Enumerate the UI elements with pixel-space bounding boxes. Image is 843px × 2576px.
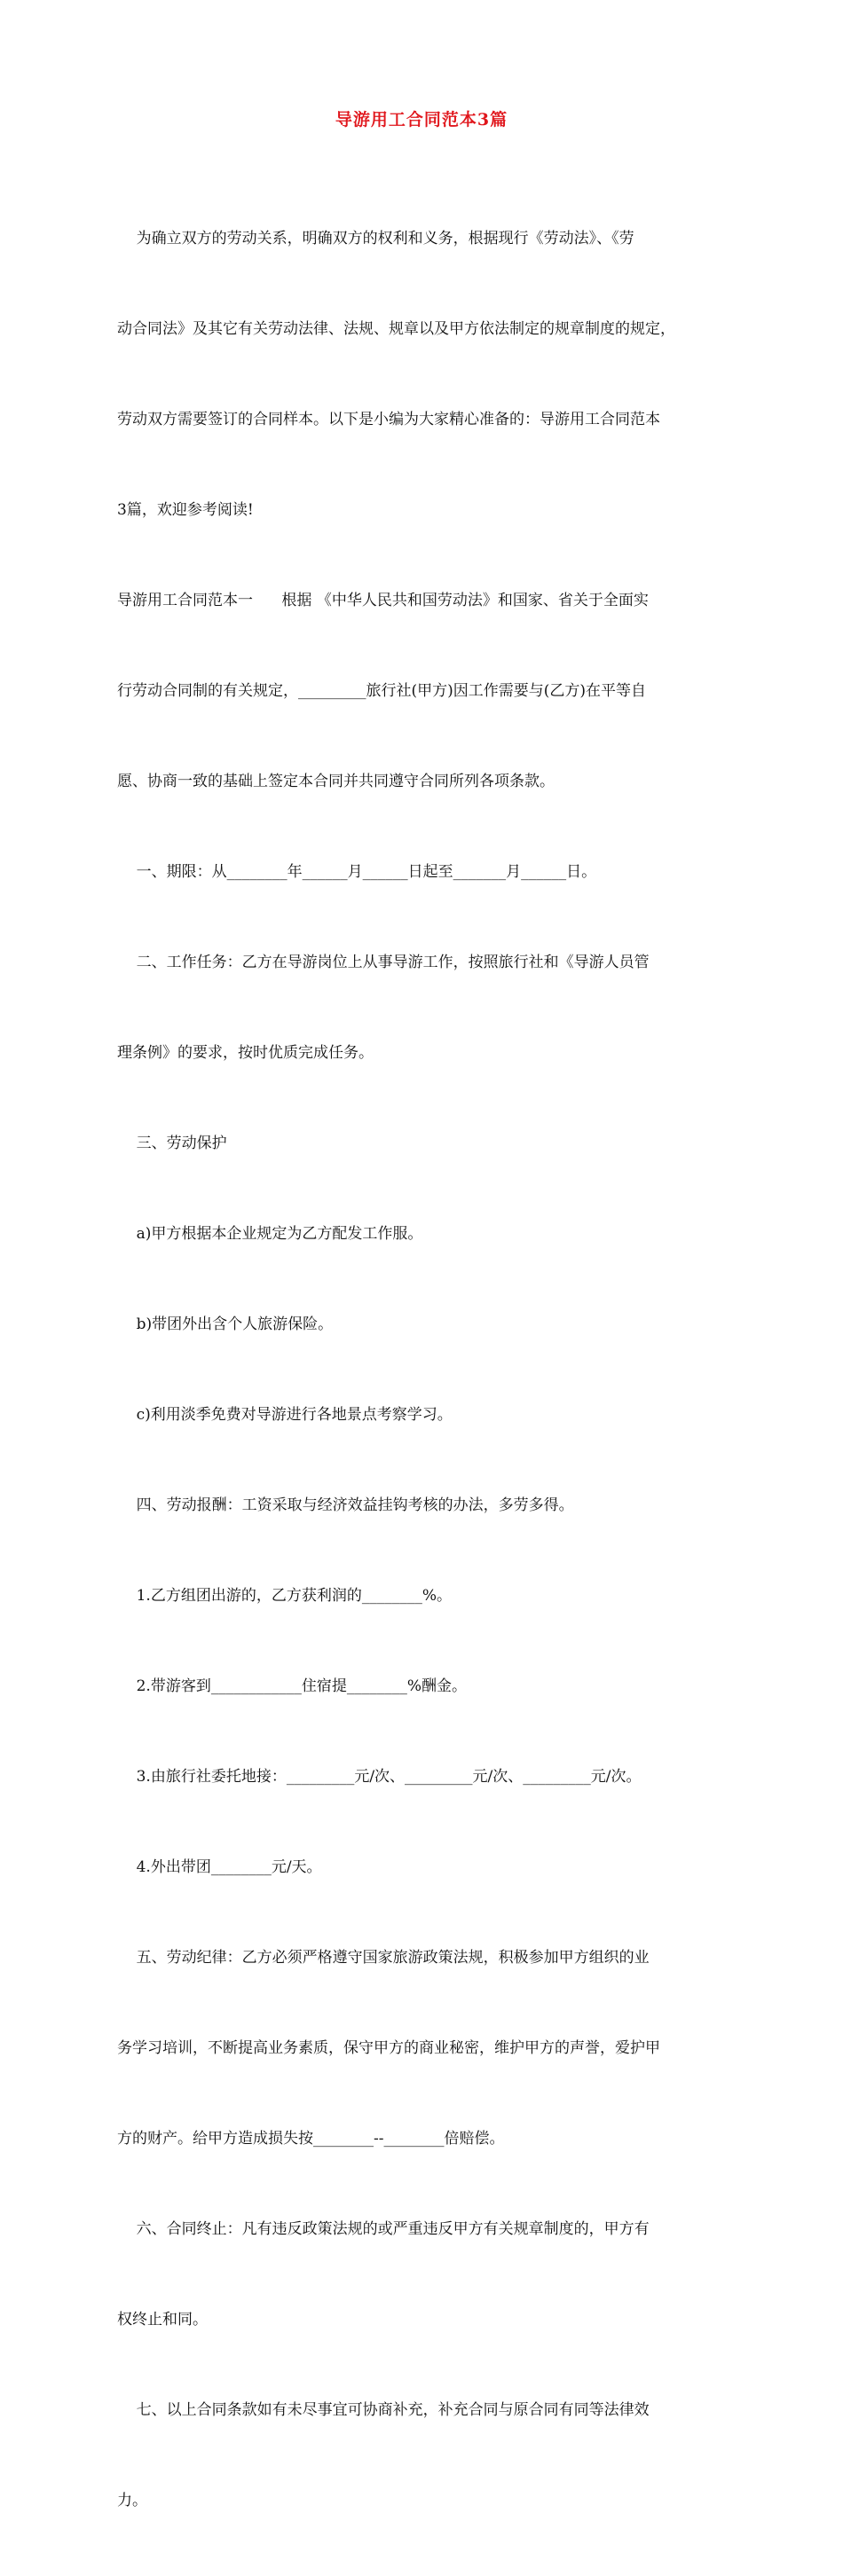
- body-line: 权终止和同。: [117, 2311, 208, 2329]
- body-line: 动合同法》及其它有关劳动法律、法规、规章以及甲方依法制定的规章制度的规定，: [117, 320, 675, 338]
- body-line: 五、劳动纪律：乙方必须严格遵守国家旅游政策法规，积极参加甲方组织的业: [117, 1949, 650, 1967]
- body-line: 六、合同终止：凡有违反政策法规的或严重违反甲方有关规章制度的，甲方有: [117, 2220, 650, 2238]
- body-line: 劳动双方需要签订的合同样本。以下是小编为大家精心准备的：导游用工合同范本: [117, 411, 660, 428]
- body-line: 为确立双方的劳动关系，明确双方的权利和义务，根据现行《劳动法》、《劳: [117, 230, 634, 247]
- body-line: 力。: [117, 2492, 147, 2509]
- body-line: 1.乙方组团出游的，乙方获利润的________%。: [117, 1587, 452, 1605]
- body-line: b)带团外出含个人旅游保险。: [117, 1315, 334, 1333]
- body-line: a)甲方根据本企业规定为乙方配发工作服。: [117, 1225, 423, 1243]
- body-line: 方的财产。给甲方造成损失按________--________倍赔偿。: [117, 2130, 505, 2148]
- body-line: 行劳动合同制的有关规定，_________旅行社(甲方)因工作需要与(乙方)在平等自: [117, 682, 647, 700]
- body-line: 四、劳动报酬：工资采取与经济效益挂钩考核的办法，多劳多得。: [117, 1496, 574, 1514]
- body-line: 3.由旅行社委托地接：_________元/次、_________元/次、_________元/次。: [117, 1768, 642, 1786]
- body-line: 愿、协商一致的基础上签定本合同并共同遵守合同所列各项条款。: [117, 773, 555, 790]
- body-line: 4.外出带团________元/天。: [117, 1858, 322, 1876]
- document-body: [117, 163, 729, 2576]
- body-line: c)利用淡季免费对导游进行各地景点考察学习。: [117, 1406, 453, 1424]
- body-line: 二、工作任务：乙方在导游岗位上从事导游工作，按照旅行社和《导游人员管: [117, 954, 650, 971]
- body-line: 务学习培训，不断提高业务素质，保守甲方的商业秘密，维护甲方的声誉，爱护甲: [117, 2039, 660, 2057]
- body-line: 3篇，欢迎参考阅读!: [117, 501, 254, 519]
- body-line: 一、期限：从________年______月______日起至_______月______日。: [117, 863, 597, 881]
- body-line: 2.带游客到____________住宿提________%酬金。: [117, 1677, 467, 1695]
- body-line: 七、以上合同条款如有未尽事宜可协商补充，补充合同与原合同有同等法律效: [117, 2401, 650, 2419]
- body-line: 导游用工合同范本一 根据 《中华人民共和国劳动法》和国家、省关于全面实: [117, 592, 649, 609]
- body-line: 三、劳动保护: [117, 1135, 227, 1152]
- body-line: 理条例》的要求，按时优质完成任务。: [117, 1044, 374, 1062]
- document-title: 导游用工合同范本3篇: [335, 110, 508, 130]
